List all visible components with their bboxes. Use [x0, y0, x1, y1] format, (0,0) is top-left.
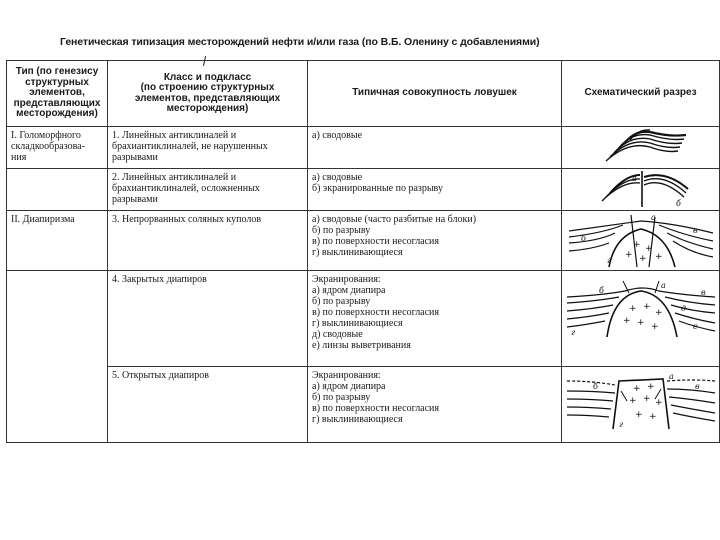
svg-text:+: +: [642, 302, 651, 312]
type-line: II. Диапиризма: [11, 214, 75, 225]
trap-line: Экранирования:: [312, 370, 381, 381]
traps-cell: [308, 211, 562, 271]
section-cell: [562, 271, 720, 367]
header-class-line: Класс и подкласс: [163, 71, 252, 83]
class-line: 4. Закрытых диапиров: [112, 274, 207, 285]
section-cell: [562, 367, 720, 443]
class-line: разрывами: [112, 194, 158, 205]
trap-line: б) по разрыву: [312, 392, 371, 403]
sketch-label: г: [570, 328, 575, 337]
class-cell: [108, 211, 308, 271]
header-type-line: структурных: [25, 76, 89, 88]
sketch-label: г: [606, 256, 611, 265]
class-cell: [108, 271, 308, 367]
header-type-line: месторождения): [16, 108, 98, 120]
table-row: [7, 169, 720, 211]
svg-text:+: +: [632, 240, 641, 250]
svg-text:+: +: [622, 316, 631, 326]
trap-line: а) сводовые: [312, 130, 363, 141]
type-line: складкообразова-: [11, 141, 85, 152]
class-cell: [108, 367, 308, 443]
class-line: разрывами: [112, 152, 158, 163]
trap-line: а) ядром диапира: [312, 285, 386, 296]
svg-text:+: +: [624, 250, 633, 260]
type-cell: [7, 169, 108, 211]
genetic-typization-table: [6, 60, 720, 443]
type-cell: [7, 211, 108, 271]
svg-text:+: +: [654, 398, 663, 408]
svg-text:+: +: [654, 252, 663, 262]
svg-text:+: +: [632, 384, 641, 394]
sketch-label: а: [631, 174, 637, 183]
class-line: 2. Линейных антиклиналей и: [112, 172, 237, 183]
header-type-line: элементов,: [29, 87, 85, 99]
sketch-label: д: [680, 304, 686, 313]
section-cell: [562, 211, 720, 271]
trap-line: а) ядром диапира: [312, 381, 386, 392]
table-row: [7, 367, 720, 443]
svg-text:+: +: [654, 308, 663, 318]
traps-cell: [308, 367, 562, 443]
trap-line: д) сводовые: [312, 329, 363, 340]
sketch-label: б: [675, 199, 681, 208]
class-line: брахиантиклиналей, не нарушенных: [112, 141, 268, 152]
sketch-label: г: [618, 420, 623, 429]
table-header-row: [7, 61, 720, 127]
type-cell: [7, 127, 108, 169]
svg-text:+: +: [650, 322, 659, 332]
trap-line: а) сводовые (часто разбитые на блоки): [312, 214, 477, 225]
header-class: [108, 61, 308, 127]
sketch-label: а: [650, 213, 656, 222]
header-type-line: Тип (по генезису: [15, 66, 99, 78]
trap-line: в) по поверхности несогласия: [312, 236, 440, 247]
type-cell: [7, 271, 108, 367]
fold-icon: [566, 127, 716, 167]
header-section: Схематический разрез: [562, 61, 720, 127]
faulted-fold-icon: [566, 169, 716, 209]
sketch-label: а: [660, 281, 666, 290]
trap-line: в) по поверхности несогласия: [312, 307, 440, 318]
header-type-line: представляющих: [13, 97, 101, 109]
trap-line: в) по поверхности несогласия: [312, 403, 440, 414]
sketch-label: в: [700, 288, 706, 297]
trap-line: г) выклинивающиеся: [312, 414, 403, 425]
sketch-label: в: [694, 382, 700, 391]
type-cell: [7, 367, 108, 443]
header-type: [7, 61, 108, 127]
type-line: ния: [11, 152, 27, 163]
trap-line: г) выклинивающиеся: [312, 247, 403, 258]
open-diapir-icon: [563, 371, 719, 431]
class-line: брахиантиклиналей, осложненных: [112, 183, 260, 194]
closed-diapir-icon: [563, 279, 719, 339]
sketch-label: б: [580, 234, 586, 243]
svg-text:+: +: [636, 318, 645, 328]
header-class-line: (по строению структурных: [140, 82, 275, 93]
class-cell: [108, 169, 308, 211]
trap-line: б) экранированные по разрыву: [312, 183, 443, 194]
trap-line: б) по разрыву: [312, 296, 371, 307]
table-row: [7, 127, 720, 169]
table-row: [7, 271, 720, 367]
trap-line: е) линзы выветривания: [312, 340, 411, 351]
header-class-line: элементов, представляющих: [134, 92, 281, 104]
header-traps: Типичная совокупность ловушек: [308, 61, 562, 127]
traps-cell: [308, 127, 562, 169]
sketch-label: в: [692, 226, 698, 235]
header-class-line: месторождения): [166, 103, 249, 114]
table-row: [7, 211, 720, 271]
sketch-label: а: [668, 372, 674, 381]
trap-line: а) сводовые: [312, 172, 363, 183]
svg-text:+: +: [638, 254, 647, 264]
class-line: 3. Непрорванных соляных куполов: [112, 214, 262, 225]
svg-text:+: +: [648, 412, 657, 422]
salt-dome-icon: [563, 211, 719, 269]
type-line: I. Голоморфного: [11, 130, 81, 141]
traps-cell: [308, 169, 562, 211]
document-title: Генетическая типизация месторождений нефти и/или газа (по В.Б. Оленину с добавлениями): [60, 36, 540, 48]
sketch-label: б: [598, 286, 604, 295]
sketch-label: б: [592, 382, 598, 391]
svg-text:+: +: [644, 244, 653, 254]
section-cell: [562, 127, 720, 169]
svg-text:+: +: [628, 304, 637, 314]
svg-text:+: +: [634, 410, 643, 420]
section-cell: [562, 169, 720, 211]
svg-text:+: +: [628, 396, 637, 406]
class-line: 5. Открытых диапиров: [112, 370, 209, 381]
svg-text:+: +: [642, 394, 651, 404]
svg-text:+: +: [646, 382, 655, 392]
sketch-label: е: [692, 322, 698, 331]
trap-line: б) по разрыву: [312, 225, 371, 236]
trap-line: Экранирования:: [312, 274, 381, 285]
class-cell: [108, 127, 308, 169]
class-line: 1. Линейных антиклиналей и: [112, 130, 237, 141]
trap-line: г) выклинивающиеся: [312, 318, 403, 329]
traps-cell: [308, 271, 562, 367]
